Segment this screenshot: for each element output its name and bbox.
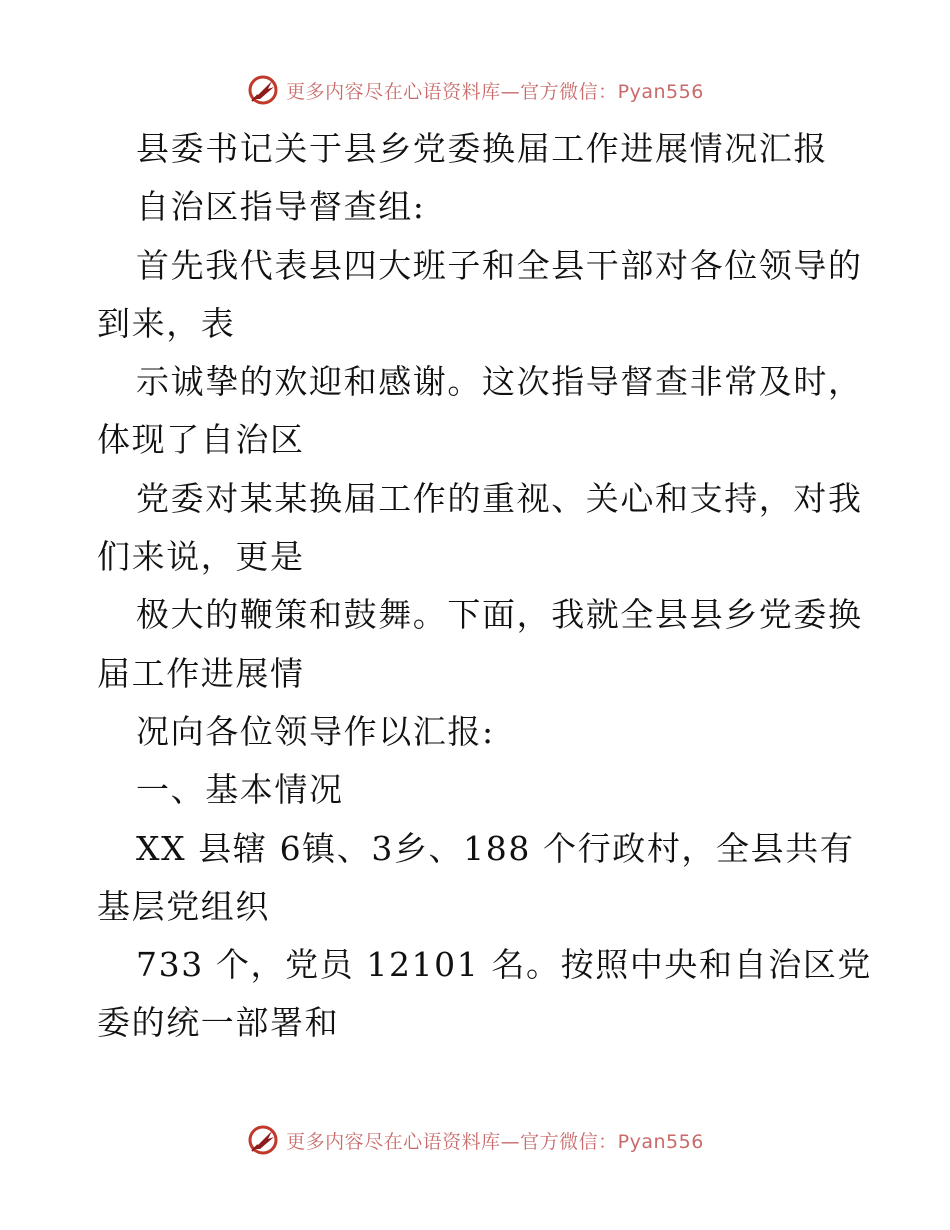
paragraph-line: 示诚挚的欢迎和感谢。这次指导督查非常及时， — [136, 362, 863, 402]
paragraph-line: 极大的鞭策和鼓舞。下面，我就全县县乡党委换 — [136, 595, 863, 635]
header-banner — [0, 70, 950, 110]
document-body — [97, 120, 873, 1053]
document-title: 县委书记关于县乡党委换届工作进展情况汇报 — [136, 129, 828, 168]
quill-pen-logo-icon — [246, 73, 280, 107]
header-banner-text: 更多内容尽在心语资料库—官方微信：Pyan556 — [286, 80, 704, 103]
paragraph-line: 委的统一部署和 — [97, 1003, 340, 1043]
salutation: 自治区指导督查组: — [136, 187, 426, 227]
paragraph-line: 党委对某某换届工作的重视、关心和支持，对我 — [136, 478, 863, 518]
paragraph-line: 届工作进展情 — [97, 653, 305, 693]
section-heading: 一、基本情况 — [136, 770, 344, 810]
paragraph-line: 基层党组织 — [97, 886, 270, 926]
paragraph-line: 体现了自治区 — [97, 420, 305, 460]
footer-banner — [0, 1120, 950, 1160]
paragraph-line: 733 个，党员 12101 名。按照中央和自治区党 — [136, 945, 873, 985]
footer-banner-text: 更多内容尽在心语资料库—官方微信：Pyan556 — [286, 1130, 704, 1153]
quill-pen-logo-icon — [246, 1123, 280, 1157]
paragraph-line: 况向各位领导作以汇报: — [136, 711, 495, 751]
paragraph-line: 到来，表 — [97, 303, 236, 343]
paragraph-line: 们来说，更是 — [97, 537, 305, 577]
paragraph-line: XX 县辖 6镇、3乡、188 个行政村，全县共有 — [136, 828, 855, 868]
paragraph-line: 首先我代表县四大班子和全县干部对各位领导的 — [136, 245, 863, 285]
